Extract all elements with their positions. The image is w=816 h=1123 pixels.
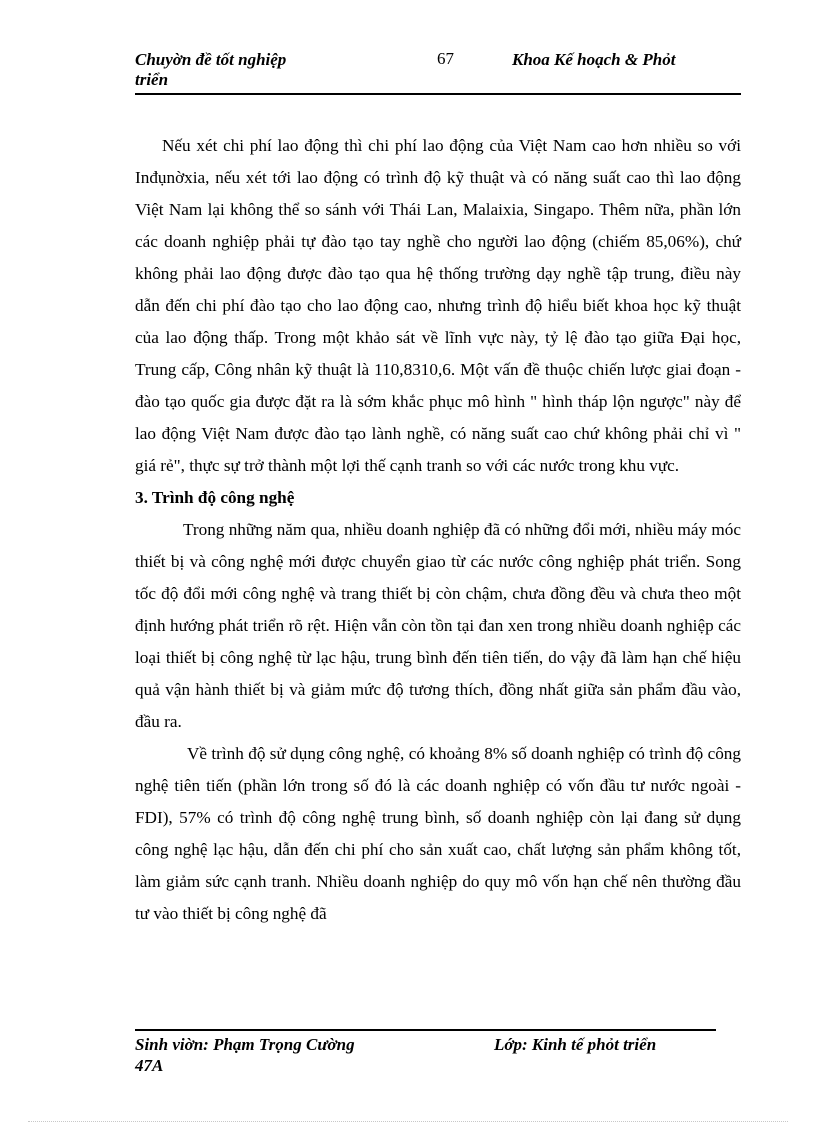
footer-student <box>135 1034 395 1076</box>
body-paragraph-1: Nếu xét chi phí lao động thì chi phí lao động của Việt Nam cao hơn nhiều so với Inđụnờxia, nếu xét tới lao động có trình độ kỹ thuật và có năng suất cao thì lao động Việt Nam lại không thể so sánh với Thái Lan, Malaixia, Singapo. Thêm nữa, phần lớn các doanh nghiệp phải tự đào tạo tay nghề cho người lao động (chiếm 85,06%), chứ không phải lao động được đào tạo qua hệ thống trường dạy nghề tập trung, điều này dẫn đến chi phí đào tạo cho lao động cao, nhưng trình độ hiểu biết khoa học kỹ thuật của lao động thấp. Trong một khảo sát về lĩnh vực này, tỷ lệ đào tạo giữa Đại học, Trung cấp, Công nhân kỹ thuật là 110,8310,6. Một vấn đề thuộc chiến lược giai đoạn - đào tạo quốc gia được đặt ra là sớm khắc phục mô hình " hình tháp lộn ngược" này để lao động Việt Nam được đào tạo lành nghề, có năng suất cao chứ không phải chỉ vì " giá rẻ", thực sự trở thành một lợi thế cạnh tranh so với các nước trong khu vực. <box>135 136 741 475</box>
page-body <box>135 130 741 930</box>
body-paragraph-2: Trong những năm qua, nhiều doanh nghiệp đã có những đổi mới, nhiều máy móc thiết bị và công nghệ mới được chuyển giao từ các nước công nghiệp phát triển. Song tốc độ đổi mới công nghệ và trang thiết bị còn chậm, chưa đồng đều và chưa theo một định hướng phát triển rõ rệt. Hiện vẫn còn tồn tại đan xen trong nhiều doanh nghiệp các loại thiết bị công nghệ từ lạc hậu, trung bình đến tiên tiến, do vậy đã làm hạn chế hiệu quả vận hành thiết bị và giảm mức độ tương thích, đồng nhất giữa sản phẩm đầu vào, đầu ra. <box>135 520 741 731</box>
footer-divider <box>135 1029 716 1031</box>
section-heading: 3. Trình độ công nghệ <box>135 488 295 507</box>
page-edge-divider <box>28 1121 788 1122</box>
header-title-line-2: triển <box>135 70 169 89</box>
header-title-line-1: Chuyờn đề tốt nghiệp <box>135 50 287 69</box>
footer-student-line-1: Sinh viờn: Phạm Trọng Cường <box>135 1035 355 1054</box>
running-header-faculty: Khoa Kế hoạch & Phỏt <box>512 50 676 69</box>
header-divider <box>135 93 741 95</box>
body-paragraph-3: Về trình độ sử dụng công nghệ, có khoảng 8% số doanh nghiệp có trình độ công nghệ tiên tiến (phần lớn trong số đó là các doanh nghiệp có vốn đầu tư nước ngoài - FDI), 57% có trình độ công nghệ trung bình, số doanh nghiệp còn lại đang sử dụng công nghệ lạc hậu, dẫn đến chi phí cho sản xuất cao, chất lượng sản phẩm không tốt, làm giảm sức cạnh tranh. Nhiều doanh nghiệp do quy mô vốn hạn chế nên thường đầu tư vào thiết bị công nghệ đã <box>135 744 741 923</box>
running-header-title <box>135 50 345 90</box>
footer-class: Lớp: Kinh tế phỏt triển <box>494 1035 657 1054</box>
footer-student-line-2: 47A <box>135 1056 164 1075</box>
page-number: 67 <box>437 49 454 68</box>
